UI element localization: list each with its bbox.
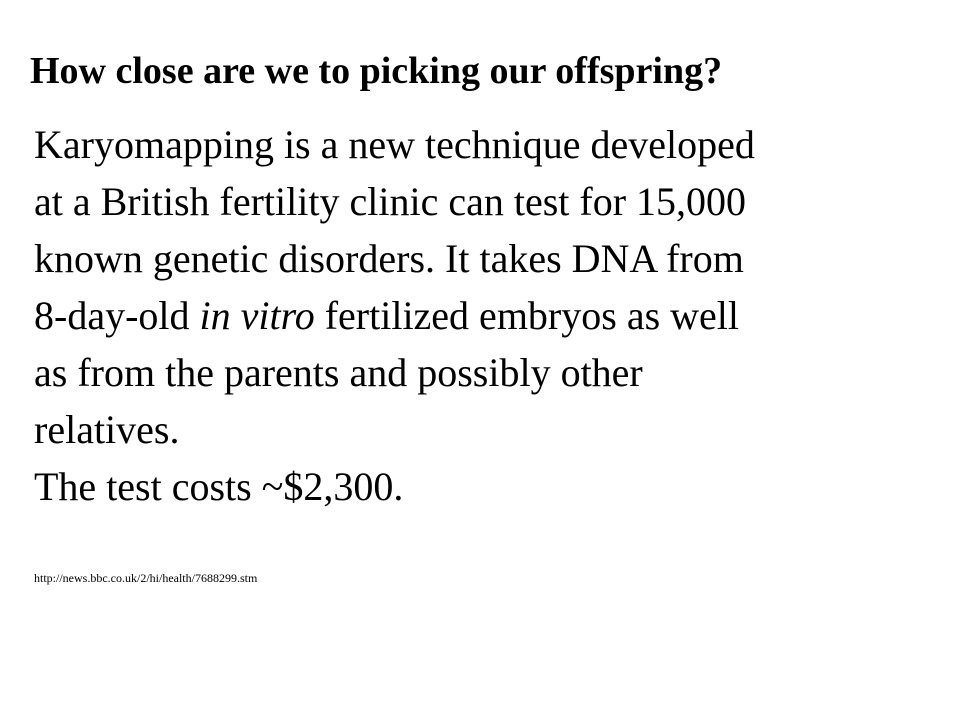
body-line: [34, 287, 934, 344]
body-line: as from the parents and possibly other: [34, 350, 643, 395]
in-vitro-italic: in vitro: [199, 293, 315, 338]
source-link[interactable]: http://news.bbc.co.uk/2/hi/health/7688299.stm: [34, 571, 258, 585]
body-text-segment: 8-day-old: [34, 293, 200, 338]
body-text-segment: fertilized embryos as well: [314, 293, 739, 338]
slide-body: [34, 116, 934, 515]
body-line: known genetic disorders. It takes DNA from: [34, 236, 744, 281]
cost-line: The test costs ~$2,300.: [34, 464, 404, 509]
body-line: at a British fertility clinic can test for 15,000: [34, 179, 747, 224]
slide-title: How close are we to picking our offspring?: [30, 50, 723, 92]
body-line: relatives.: [34, 407, 180, 452]
body-line: Karyomapping is a new technique developed: [34, 122, 755, 167]
